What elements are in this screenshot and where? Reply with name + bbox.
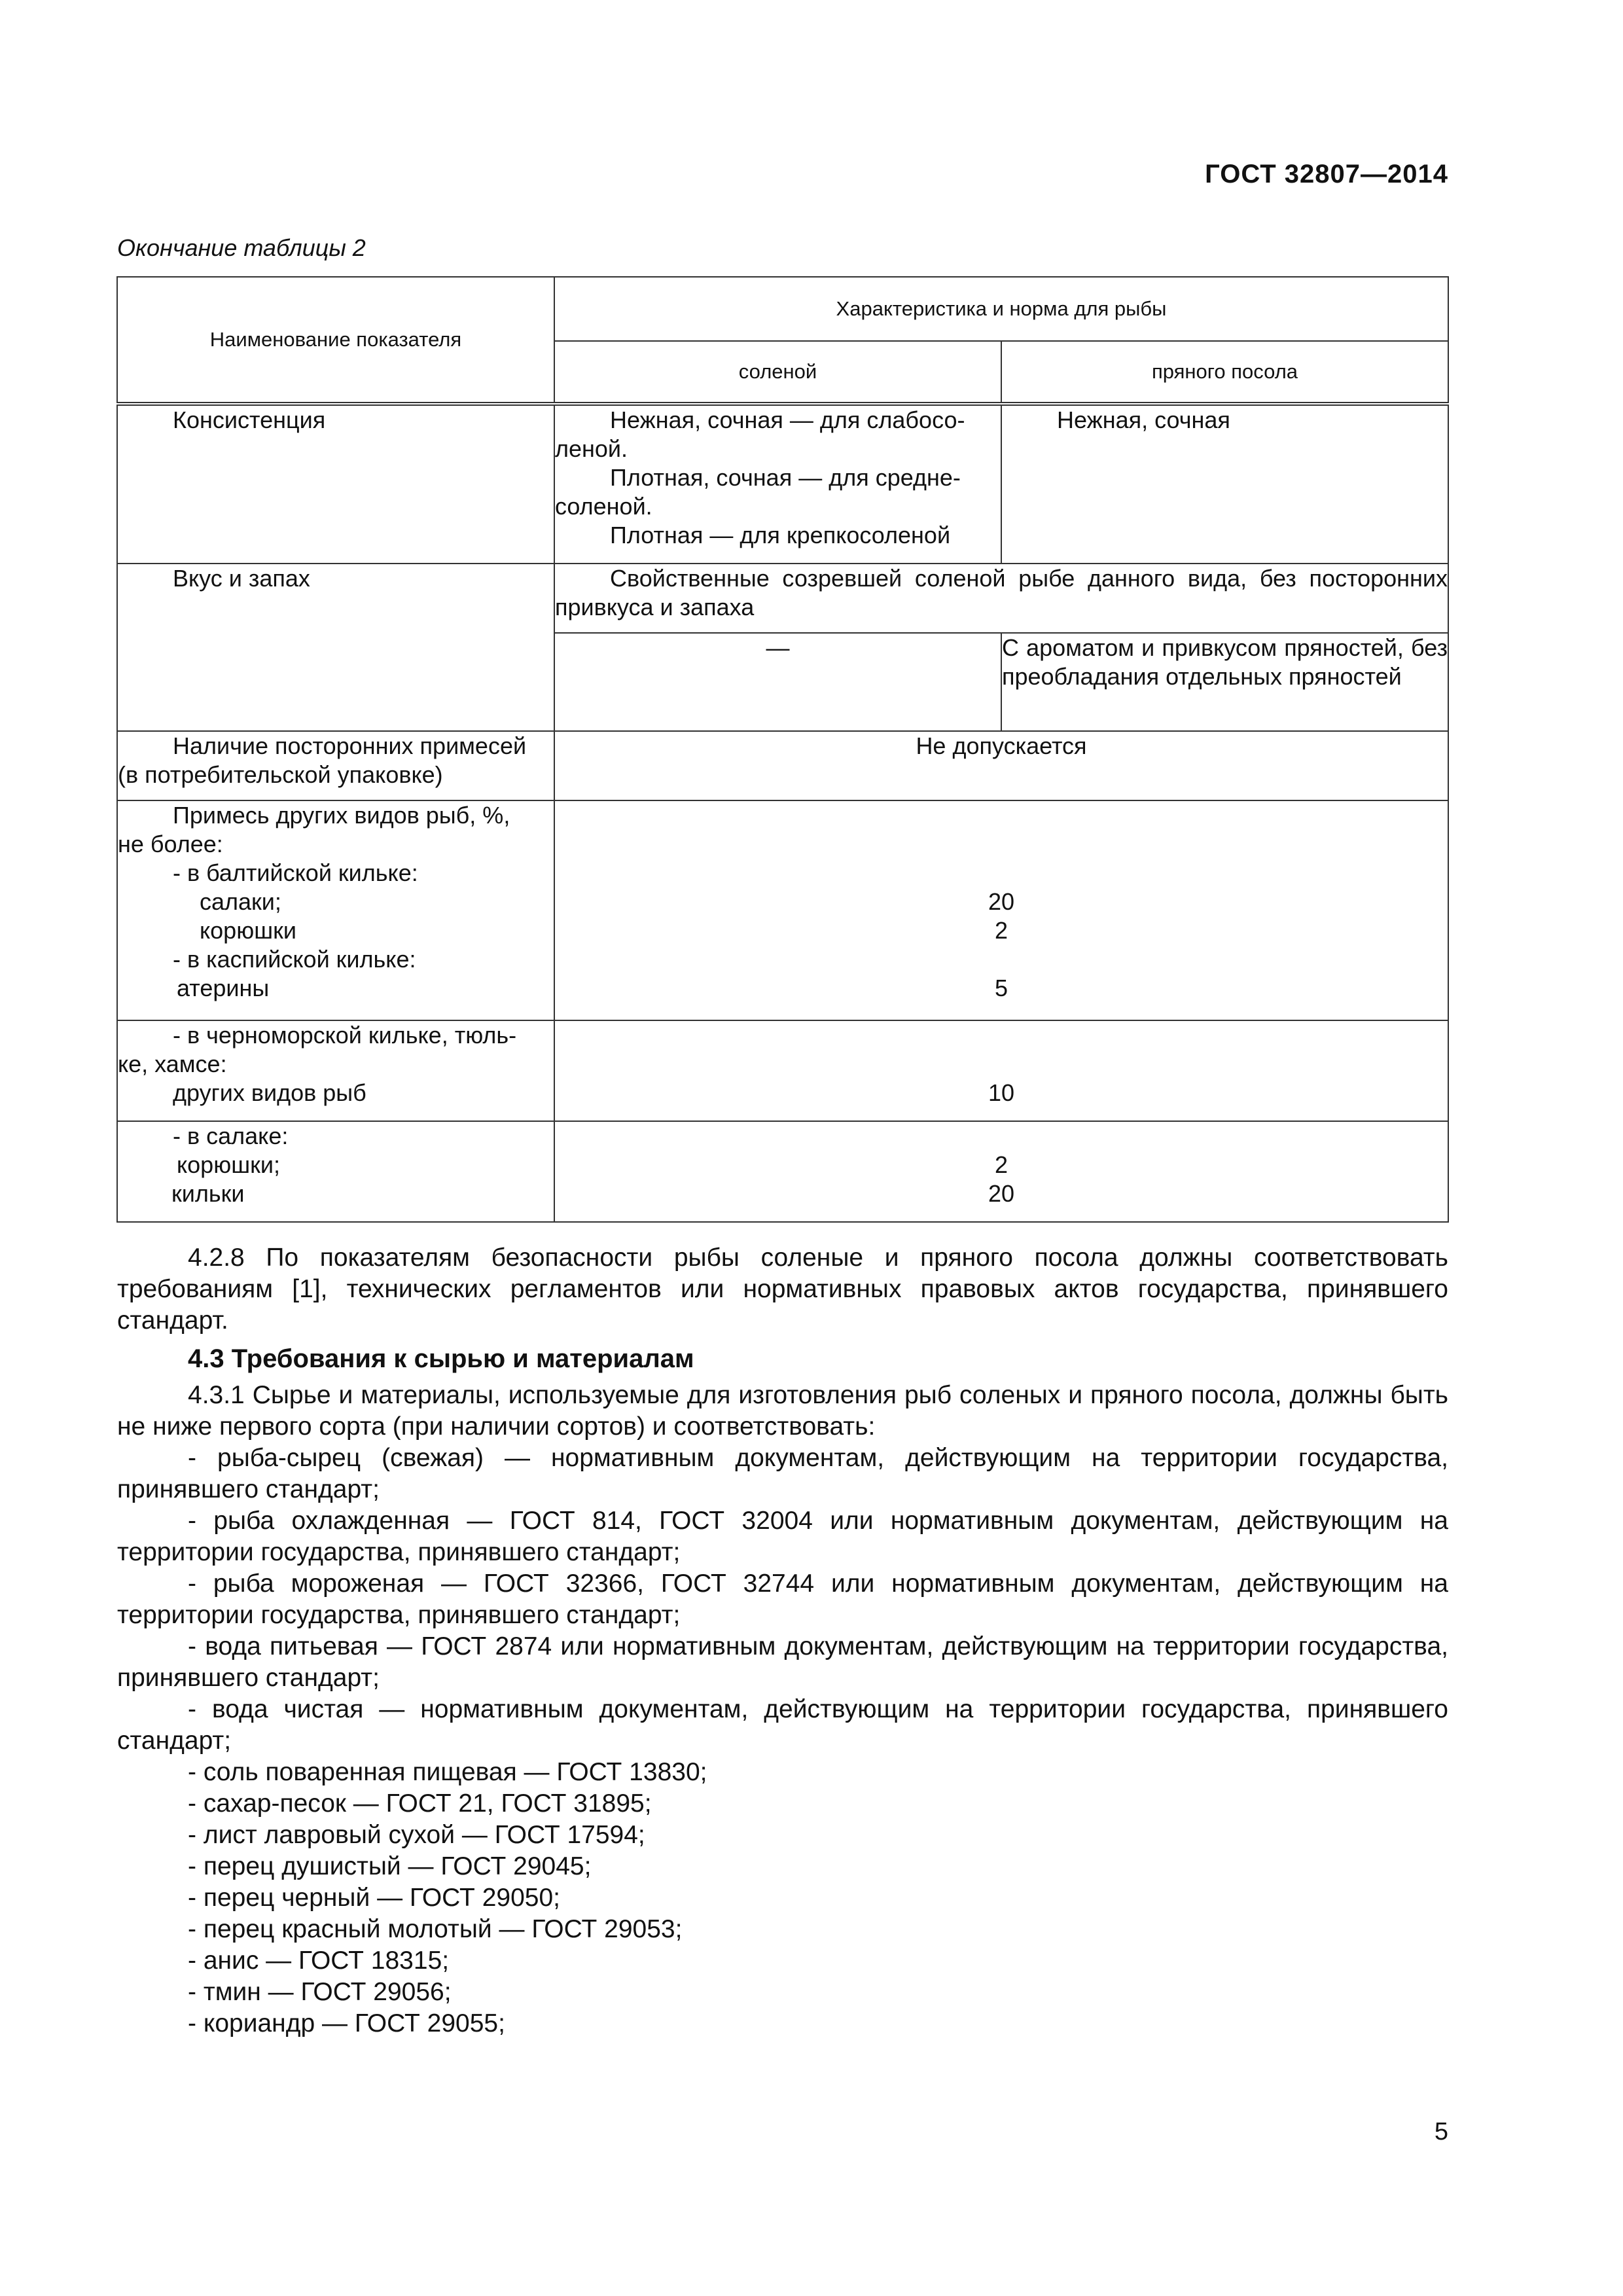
header-group: Характеристика и норма для рыбы [554, 277, 1448, 341]
list-item: - перец душистый — ГОСТ 29045; [188, 1852, 592, 1880]
table-row: Вкус и запах Свойственные созревшей соленой рыбе данного вида, без посторонних привкуса и запаха [117, 564, 1448, 633]
list-item: - тмин — ГОСТ 29056; [188, 1978, 452, 2006]
table-caption: Окончание таблицы 2 [117, 234, 366, 261]
page-number: 5 [1434, 2118, 1448, 2145]
list-item: - анис — ГОСТ 18315; [188, 1946, 450, 1975]
paragraph-4-2-8: 4.2.8 По показателям безопасности рыбы соленые и пряного посола должны соответствовать требованиям [1], технических регламентов или нормативных правовых актов государства, принявшего стандарт. [117, 1244, 1448, 1335]
requirements-table [116, 276, 1449, 1223]
list-item: - кориандр — ГОСТ 29055; [188, 2009, 505, 2037]
materials-list [117, 1443, 1448, 2039]
list-item: - перец черный — ГОСТ 29050; [188, 1884, 560, 1912]
list-item: - соль поваренная пищевая — ГОСТ 13830; [188, 1758, 707, 1786]
table-row: - в черноморской кильке, тюль- ке, хамсе: других видов рыб 10 [117, 1020, 1448, 1121]
list-item: - рыба охлажденная — ГОСТ 814, ГОСТ 32004 или нормативным документам, действующим на территории государства, принявшего стандарт; [117, 1507, 1448, 1566]
list-item: - лист лавровый сухой — ГОСТ 17594; [188, 1821, 645, 1849]
header-salted: соленой [554, 341, 1001, 404]
table-row: — С ароматом и привкусом пряностей, без преобладания отдельных пряностей [117, 633, 1448, 731]
list-item: - рыба-сырец (свежая) — нормативным документам, действующим на территории государства, принявшего стандарт; [117, 1444, 1449, 1503]
header-spiced: пряного посола [1001, 341, 1448, 404]
table-row: Примесь других видов рыб, %, не более: - в балтийской кильке: салаки; корюшки - в каспийской кильке: атерины 20 2 5 [117, 800, 1448, 1020]
list-item: - вода питьевая — ГОСТ 2874 или нормативным документам, действующим на территории государства, принявшего стандарт; [117, 1632, 1448, 1692]
table-row: - в салаке: корюшки; кильки 2 20 [117, 1121, 1448, 1222]
body-text [117, 1242, 1448, 2039]
section-heading: 4.3 Требования к сырью и материалам [188, 1344, 694, 1373]
table-row: Наличие посторонних примесей (в потребительской упаковке) Не допускается [117, 731, 1448, 800]
row-name: Вкус и запах [173, 565, 310, 592]
list-item: - сахар-песок — ГОСТ 21, ГОСТ 31895; [188, 1789, 652, 1818]
header-name: Наименование показателя [117, 277, 554, 404]
row-name: Консистенция [173, 406, 326, 433]
list-item: - рыба мороженая — ГОСТ 32366, ГОСТ 32744 или нормативным документам, действующим на территории государства, принявшего стандарт; [117, 1570, 1449, 1629]
table-row: Консистенция Нежная, сочная — для слабосо- леной. Плотная, сочная — для средне- соленой. Плотная — для крепкосоленой Нежная, сочная [117, 404, 1448, 564]
list-item: - вода чистая — нормативным документам, действующим на территории государства, принявшего стандарт; [117, 1695, 1448, 1755]
paragraph-4-3-1: 4.3.1 Сырье и материалы, используемые для изготовления рыб соленых и пряного посола, должны быть не ниже первого сорта (при наличии сортов) и соответствовать: [117, 1381, 1448, 1441]
document-code: ГОСТ 32807—2014 [1205, 160, 1448, 188]
list-item: - перец красный молотый — ГОСТ 29053; [188, 1915, 683, 1943]
